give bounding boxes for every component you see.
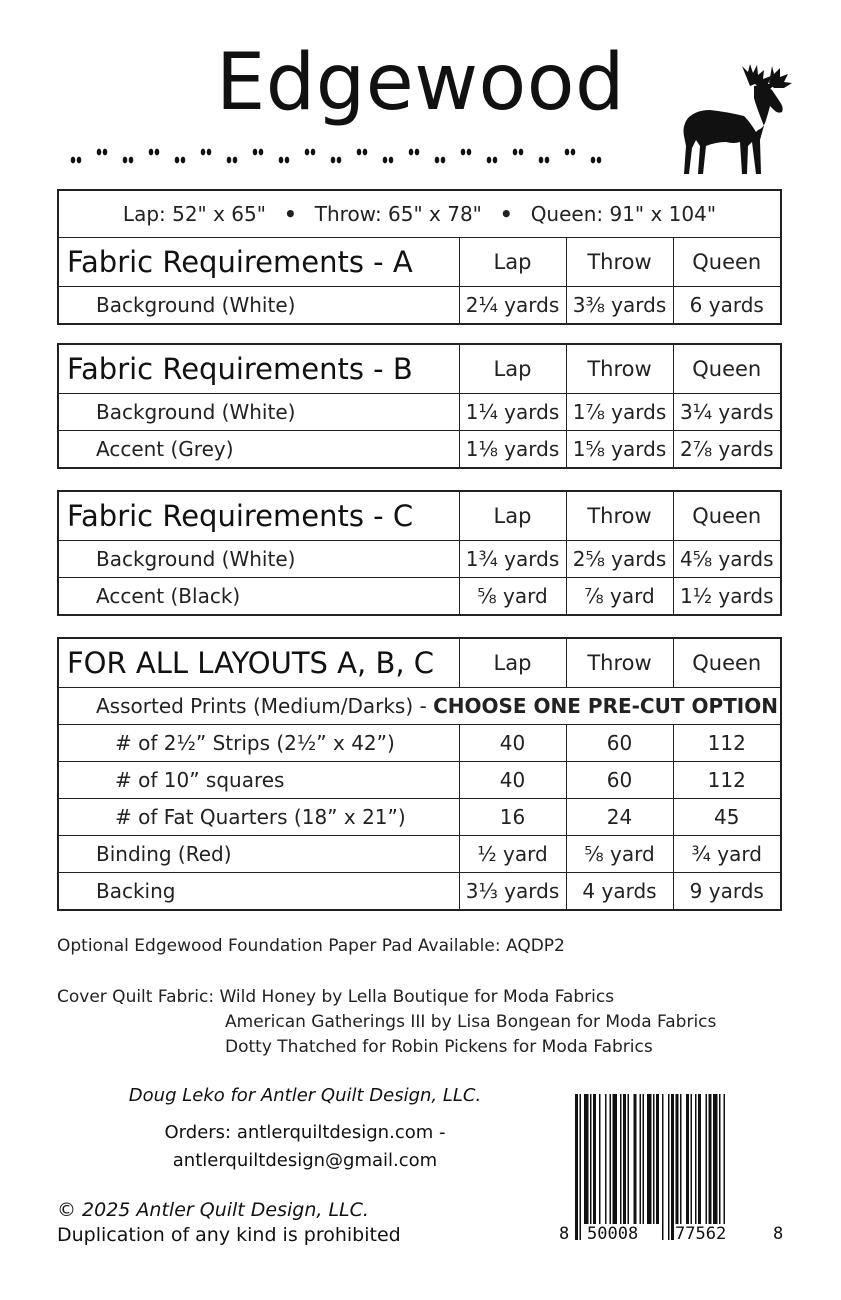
throw-value: 2⅝ yards	[566, 541, 673, 578]
col-throw: Throw	[566, 238, 673, 287]
queen-value: 3¼ yards	[673, 394, 780, 431]
row-label: Accent (Grey)	[59, 431, 459, 468]
table-header	[59, 345, 780, 394]
lap-value: 3⅓ yards	[459, 873, 566, 910]
barcode-bar	[613, 1094, 618, 1224]
cover-line-3: Dotty Thatched for Robin Pickens for Moda Fabrics	[225, 1037, 653, 1057]
queen-value: 112	[673, 725, 780, 762]
queen-value: 1½ yards	[673, 578, 780, 615]
size-queen: Queen: 91" x 104"	[530, 202, 717, 226]
separator: •	[499, 202, 513, 226]
hoof-print	[565, 149, 570, 156]
barcode-bar	[590, 1094, 592, 1224]
lap-value: 40	[459, 725, 566, 762]
hoof-print	[103, 149, 108, 156]
size-lap: Lap: 52" x 65"	[122, 202, 266, 226]
hoof-print	[513, 149, 518, 156]
assorted-prints-row	[59, 688, 780, 725]
hoof-print	[331, 157, 336, 164]
barcode-bar	[623, 1094, 626, 1224]
separator: •	[283, 202, 297, 226]
barcode-bar	[676, 1094, 679, 1224]
barcode-bar	[610, 1094, 612, 1224]
barcode-left-digits: 50008	[587, 1224, 639, 1244]
hoof-print	[415, 149, 420, 156]
queen-value: 9 yards	[673, 873, 780, 910]
col-queen: Queen	[673, 238, 780, 287]
table-row	[59, 762, 780, 799]
throw-value: 3⅜ yards	[566, 287, 673, 324]
throw-value: 4 yards	[566, 873, 673, 910]
queen-value: 2⅞ yards	[673, 431, 780, 468]
hoof-print	[129, 157, 134, 164]
barcode-bar	[599, 1094, 601, 1224]
barcode-bar	[593, 1094, 596, 1224]
table-row	[59, 431, 780, 468]
throw-value: ⅞ yard	[566, 578, 673, 615]
throw-value: 60	[566, 762, 673, 799]
throw-value: 60	[566, 725, 673, 762]
barcode-bar	[668, 1094, 670, 1240]
fabric-requirements-a-box	[57, 189, 782, 325]
hoof-print	[435, 157, 440, 164]
barcode-bar	[691, 1094, 693, 1224]
barcode-bar	[662, 1094, 664, 1240]
barcode-right-digits: 77562	[675, 1224, 727, 1244]
barcode-check-digit: 8	[773, 1224, 784, 1244]
queen-value: 6 yards	[673, 287, 780, 324]
hoof-print	[441, 157, 446, 164]
lap-value: 2¼ yards	[459, 287, 566, 324]
barcode-bar	[680, 1094, 682, 1224]
hoof-print	[259, 149, 264, 156]
hoof-print	[227, 157, 232, 164]
hoof-print	[389, 157, 394, 164]
assorted-prints-label	[59, 688, 780, 725]
barcode-bar	[686, 1094, 689, 1224]
barcode-bar	[634, 1094, 637, 1224]
row-label: Background (White)	[59, 394, 459, 431]
hoof-print	[181, 157, 186, 164]
table-row	[59, 394, 780, 431]
table-row	[59, 725, 780, 762]
lap-value: 40	[459, 762, 566, 799]
queen-value: ¾ yard	[673, 836, 780, 873]
barcode-bar	[640, 1094, 642, 1224]
col-lap: Lap	[459, 492, 566, 541]
size-throw: Throw: 65" x 78"	[314, 202, 482, 226]
designer-credit: Doug Leko for Antler Quilt Design, LLC.	[128, 1085, 482, 1106]
hoof-print	[493, 157, 498, 164]
hoof-print	[279, 157, 284, 164]
duplication-notice: Duplication of any kind is prohibited	[57, 1224, 401, 1246]
hoof-print	[155, 149, 160, 156]
barcode-bar	[695, 1094, 697, 1224]
barcode-bar	[584, 1094, 589, 1224]
table-header	[59, 238, 780, 287]
table-header	[59, 492, 780, 541]
cover-quilt-fabric	[57, 985, 716, 1060]
barcode-bar	[580, 1094, 582, 1240]
all-layouts-box	[57, 637, 782, 911]
barcode-bar	[706, 1094, 708, 1224]
hoof-print	[175, 157, 180, 164]
row-label: # of 2½” Strips (2½” x 42”)	[59, 725, 459, 762]
hoof-print	[311, 149, 316, 156]
cover-label: Cover Quilt Fabric:	[57, 987, 215, 1007]
fabric-requirements-c-box	[57, 490, 782, 616]
hoof-print	[253, 149, 258, 156]
col-queen: Queen	[673, 492, 780, 541]
copyright: © 2025 Antler Quilt Design, LLC.	[57, 1199, 369, 1221]
table-row	[59, 799, 780, 836]
table-row	[59, 578, 780, 615]
hoof-print	[519, 149, 524, 156]
throw-value: ⅝ yard	[566, 836, 673, 873]
barcode-bar	[713, 1094, 718, 1224]
hoof-print	[357, 149, 362, 156]
lap-value: 1¼ yards	[459, 394, 566, 431]
hoof-print	[383, 157, 388, 164]
cover-line-1: Wild Honey by Lella Boutique for Moda Fabrics	[219, 987, 615, 1007]
hoof-print	[363, 149, 368, 156]
barcode-bar	[709, 1094, 712, 1224]
hoof-print	[461, 149, 466, 156]
hoof-print	[285, 157, 290, 164]
copyright-block	[57, 1198, 401, 1248]
col-throw: Throw	[566, 345, 673, 394]
barcode-bar	[628, 1094, 630, 1224]
hoof-print	[545, 157, 550, 164]
orders-line-1: Orders: antlerquiltdesign.com -	[164, 1122, 446, 1143]
pattern-title: Edgewood	[215, 38, 626, 128]
table-header	[59, 639, 780, 688]
hoof-print	[337, 157, 342, 164]
lap-value: 16	[459, 799, 566, 836]
assorted-label: Assorted Prints (Medium/Darks) -	[96, 694, 434, 718]
barcode-bar	[575, 1094, 578, 1240]
barcode-bar	[647, 1094, 652, 1224]
col-queen: Queen	[673, 639, 780, 688]
barcode-bar	[724, 1094, 726, 1224]
fabric-requirements-b-box	[57, 343, 782, 469]
throw-value: 1⅞ yards	[566, 394, 673, 431]
row-label: # of Fat Quarters (18” x 21”)	[59, 799, 459, 836]
hoof-print	[201, 149, 206, 156]
barcode-bar	[656, 1094, 659, 1224]
col-throw: Throw	[566, 492, 673, 541]
lap-value: ⅝ yard	[459, 578, 566, 615]
orders-email: antlerquiltdesign@gmail.com	[172, 1150, 438, 1171]
row-label: # of 10” squares	[59, 762, 459, 799]
table-row	[59, 836, 780, 873]
hoof-print	[77, 157, 82, 164]
lap-value: 1¾ yards	[459, 541, 566, 578]
queen-value: 45	[673, 799, 780, 836]
throw-value: 1⅝ yards	[566, 431, 673, 468]
barcode-bar	[698, 1094, 701, 1224]
queen-value: 112	[673, 762, 780, 799]
table-title: Fabric Requirements - B	[67, 352, 413, 386]
row-label: Background (White)	[59, 287, 459, 324]
barcode-bar	[605, 1094, 607, 1224]
barcode-bar	[719, 1094, 721, 1224]
table-title: Fabric Requirements - C	[67, 499, 414, 533]
row-label: Backing	[59, 873, 459, 910]
table-title: FOR ALL LAYOUTS A, B, C	[67, 646, 435, 680]
hoof-print	[409, 149, 414, 156]
barcode-bar	[620, 1094, 622, 1224]
hoof-print	[71, 157, 76, 164]
fabric-table-c	[59, 492, 780, 614]
hoof-print	[467, 149, 472, 156]
col-queen: Queen	[673, 345, 780, 394]
table-title: Fabric Requirements - A	[67, 245, 413, 279]
col-lap: Lap	[459, 639, 566, 688]
throw-value: 24	[566, 799, 673, 836]
row-label: Background (White)	[59, 541, 459, 578]
table-row	[59, 287, 780, 324]
optional-note: Optional Edgewood Foundation Paper Pad Available: AQDP2	[57, 936, 565, 956]
quilt-sizes	[59, 191, 780, 238]
table-row	[59, 541, 780, 578]
hoof-print	[233, 157, 238, 164]
hoof-print	[149, 149, 154, 156]
fabric-table-b	[59, 345, 780, 467]
lap-value: 1⅛ yards	[459, 431, 566, 468]
barcode-bar	[643, 1094, 645, 1224]
hoof-tracks-decoration	[70, 144, 620, 170]
barcode-bar	[671, 1094, 674, 1240]
barcode-bar	[653, 1094, 655, 1224]
hoof-print	[123, 157, 128, 164]
col-lap: Lap	[459, 238, 566, 287]
moose-icon	[676, 62, 796, 178]
hoof-print	[591, 157, 596, 164]
col-lap: Lap	[459, 345, 566, 394]
table-row	[59, 873, 780, 910]
all-layouts-table	[59, 639, 780, 909]
barcode-first-digit: 8	[559, 1224, 570, 1244]
hoof-print	[539, 157, 544, 164]
hoof-print	[571, 149, 576, 156]
row-label: Accent (Black)	[59, 578, 459, 615]
fabric-table-a	[59, 238, 780, 323]
hoof-print	[597, 157, 602, 164]
choose-precut: CHOOSE ONE PRE-CUT OPTION	[433, 694, 778, 718]
hoof-print	[97, 149, 102, 156]
hoof-print	[487, 157, 492, 164]
col-throw: Throw	[566, 639, 673, 688]
hoof-print	[305, 149, 310, 156]
queen-value: 4⅝ yards	[673, 541, 780, 578]
cover-line-2: American Gatherings III by Lisa Bongean for Moda Fabrics	[225, 1012, 717, 1032]
hoof-print	[207, 149, 212, 156]
lap-value: ½ yard	[459, 836, 566, 873]
row-label: Binding (Red)	[59, 836, 459, 873]
